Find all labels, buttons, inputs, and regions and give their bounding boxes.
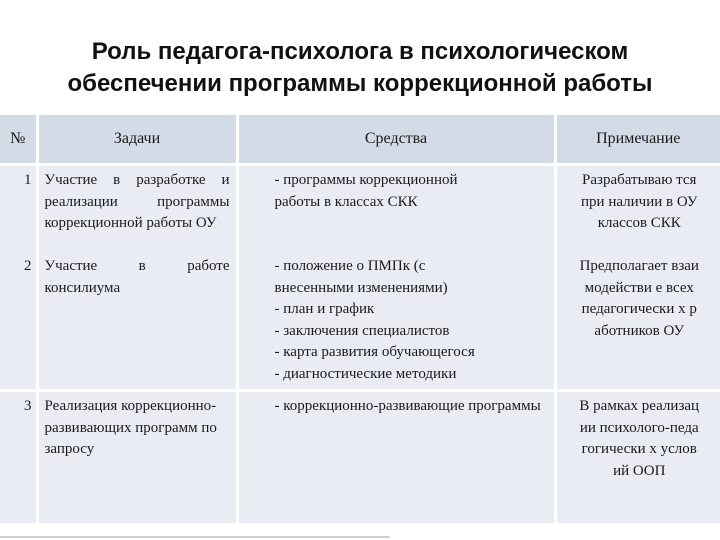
table-header-row [0,115,720,165]
header-tasks: Задачи [37,115,237,165]
means-item: - положение о ПМПк (с внесенными изменениями) [274,258,448,296]
task-text: Реализация коррекционно-развивающих программ по запросу [37,391,237,523]
note-text: Разрабатываю тся при наличии в ОУ классов СКК [581,172,698,231]
notes-cell [555,391,720,523]
footer-divider [0,536,390,538]
means-item: - план и график [274,301,375,317]
note-text: Предполагает взаимодействи е всех педагогически х работников ОУ [579,258,699,339]
means-item: - заключения специалистов [274,322,450,339]
header-notes: Примечание [555,115,720,165]
means-text: - программы коррекционной работы в классах СКК [274,172,458,210]
title-line-2: обеспечении программы коррекционной работы [67,70,653,97]
row-number: 1 [24,172,32,188]
task-text: Участие в разработке и реализации программы коррекционной работы ОУ [44,172,230,231]
note-text: В рамках реализации психолого-педагогически х условий ООП [579,398,700,479]
means-item: - диагностические методики [274,365,457,382]
page-title [0,36,720,100]
title-line-1: Роль педагога-психолога в психологическом [91,38,629,65]
header-means: Средства [237,115,555,165]
means-text: - коррекционно-развивающие программы [237,391,555,523]
tasks-cell [37,165,237,391]
tasks-table [0,115,720,523]
notes-cell [555,165,720,391]
row-number: 3 [0,391,37,523]
means-item: - карта развития обучающегося [274,344,475,360]
row-number-cell [0,165,37,391]
table-row [0,391,720,523]
header-number: № [0,115,37,165]
task-text: Участие в работе консилиума [44,258,230,296]
row-number: 2 [24,258,32,274]
means-cell [237,165,555,391]
table-row [0,165,720,391]
